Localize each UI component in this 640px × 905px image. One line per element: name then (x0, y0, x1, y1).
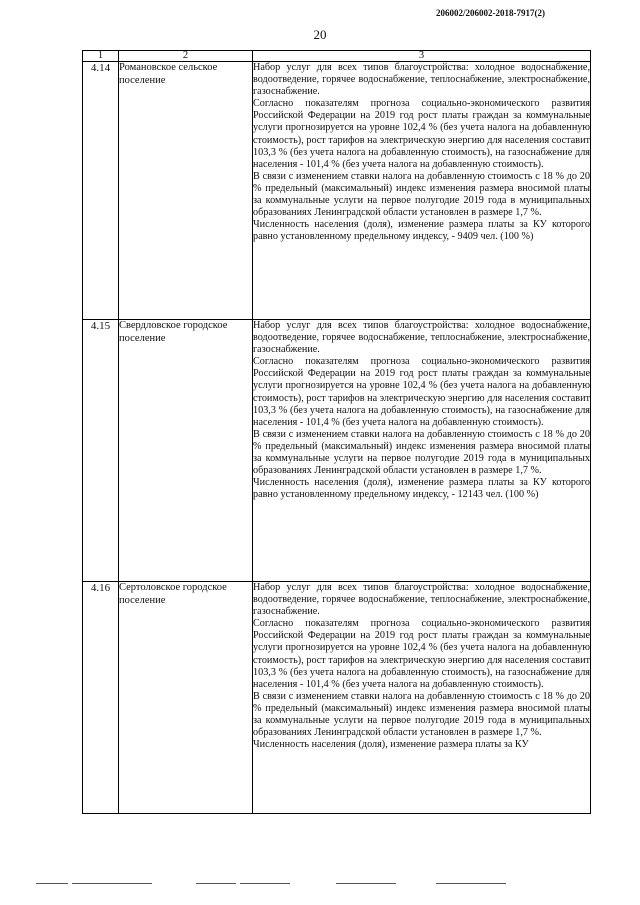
services-table (82, 50, 591, 814)
description-paragraph: В связи с изменением ставки налога на добавленную стоимость с 18 % до 20 % предельный (максимальный) индекс изменения размера вносимой платы за коммунальные услуги на первое полугодие 2019 года в муниципальных образованиях Ленинградской области установлен в размере 1,7 %. (253, 170, 590, 219)
footer-line (36, 883, 68, 884)
settlement-name: Свердловское городское поселение (119, 320, 253, 582)
table-row (83, 62, 591, 320)
header-col-2: 2 (119, 51, 253, 62)
row-number: 4.14 (83, 62, 119, 320)
table-row (83, 582, 591, 814)
footer-line (436, 883, 506, 884)
table-header-row (83, 51, 591, 62)
description-paragraph: Численность населения (доля), изменение размера платы за КУ (253, 739, 529, 751)
row-description (253, 320, 591, 582)
header-col-3: 3 (253, 51, 591, 62)
footer-line (196, 883, 236, 884)
description-paragraph: В связи с изменением ставки налога на добавленную стоимость с 18 % до 20 % предельный (максимальный) индекс изменения размера вносимой платы за коммунальные услуги на первое полугодие 2019 года в муниципальных образованиях Ленинградской области установлен в размере 1,7 %. (253, 690, 590, 739)
document-code: 206002/206002-2018-7917(2) (436, 8, 545, 18)
footer-line (240, 883, 290, 884)
footer-lines (36, 883, 506, 885)
row-description (253, 62, 591, 320)
page-number: 20 (313, 27, 327, 42)
settlement-name: Романовское сельское поселение (119, 62, 253, 320)
row-number: 4.16 (83, 582, 119, 814)
footer-line (72, 883, 152, 884)
settlement-name: Сертоловское городское поселение (119, 582, 253, 814)
description-paragraph: Согласно показателям прогноза социально-экономического развития Российской Федерации на 2019 год рост платы граждан за коммунальные услуги прогнозируется на уровне 102,4 % (без учета налога на добавленную стоимость), рост тарифов на электрическую энергию для населения составит 103,3 % (без учета налога на добавленную стоимость), на газоснабжение для населения - 101,4 % (без учета налога на добавленную стоимость). (253, 618, 590, 690)
header-col-1: 1 (83, 51, 119, 62)
description-paragraph: Набор услуг для всех типов благоустройства: холодное водоснабжение, водоотведение, горячее водоснабжение, теплоснабжение, электроснабжение, газоснабжение. (253, 62, 590, 98)
row-number: 4.15 (83, 320, 119, 582)
table-row (83, 320, 591, 582)
description-paragraph: Согласно показателям прогноза социально-экономического развития Российской Федерации на 2019 год рост платы граждан за коммунальные услуги прогнозируется на уровне 102,4 % (без учета налога на добавленную стоимость), рост тарифов на электрическую энергию для населения составит 103,3 % (без учета налога на добавленную стоимость), на газоснабжение для населения - 101,4 % (без учета налога на добавленную стоимость). (253, 356, 590, 428)
description-paragraph: Согласно показателям прогноза социально-экономического развития Российской Федерации на 2019 год рост платы граждан за коммунальные услуги прогнозируется на уровне 102,4 % (без учета налога на добавленную стоимость), рост тарифов на электрическую энергию для населения составит 103,3 % (без учета налога на добавленную стоимость), на газоснабжение для населения - 101,4 % (без учета налога на добавленную стоимость). (253, 98, 590, 170)
description-paragraph: Численность населения (доля), изменение размера платы за КУ которого равно установленному предельному индексу, - 9409 чел. (100 %) (253, 219, 590, 243)
description-paragraph: В связи с изменением ставки налога на добавленную стоимость с 18 % до 20 % предельный (максимальный) индекс изменения размера вносимой платы за коммунальные услуги на первое полугодие 2019 года в муниципальных образованиях Ленинградской области установлен в размере 1,7 %. (253, 428, 590, 477)
description-paragraph: Численность населения (доля), изменение размера платы за КУ которого равно установленному предельному индексу, - 12143 чел. (100 %) (253, 477, 590, 501)
footer-line (336, 883, 396, 884)
row-description (253, 582, 591, 814)
description-paragraph: Набор услуг для всех типов благоустройства: холодное водоснабжение, водоотведение, горячее водоснабжение, теплоснабжение, электроснабжение, газоснабжение. (253, 320, 590, 356)
description-paragraph: Набор услуг для всех типов благоустройства: холодное водоснабжение, водоотведение, горячее водоснабжение, теплоснабжение, электроснабжение, газоснабжение. (253, 582, 590, 618)
